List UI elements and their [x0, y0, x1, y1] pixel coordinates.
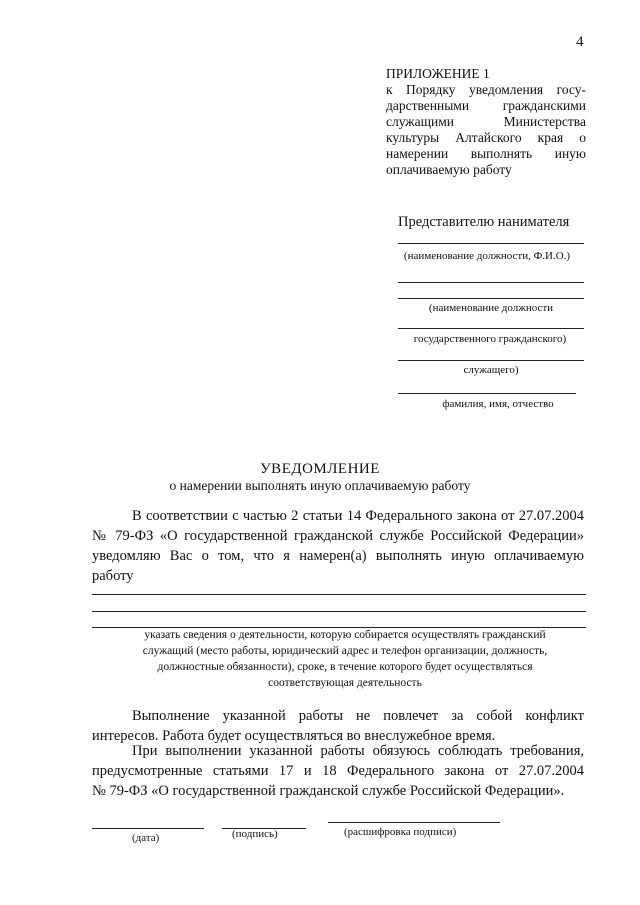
paragraph-line: уведомляю Вас о том, что я намерен(а) выполнять иную оплачиваемую: [92, 548, 584, 564]
appendix-heading: ПРИЛОЖЕНИЕ 1: [386, 66, 490, 81]
hint-line: служащий (место работы, юридический адрес и телефон организации, должность,: [142, 645, 548, 657]
appendix-line: служащими Министерства: [386, 114, 586, 129]
paragraph-line: интересов. Работа будет осуществляться во внеслужебное время.: [92, 728, 496, 744]
appendix-line: намерении выполнять иную: [386, 146, 586, 161]
paragraph-intro: [92, 506, 584, 586]
hint-line: должностные обязанности), сроке, в течение которого будет осуществляться: [157, 661, 533, 673]
page-number: 4: [576, 34, 584, 50]
caption-fullname: фамилия, имя, отчество: [442, 398, 554, 410]
notice-title: УВЕДОМЛЕНИЕ: [260, 461, 380, 477]
notice-subtitle: о намерении выполнять иную оплачиваемую работу: [169, 478, 471, 493]
recipient-title: Представителю нанимателя: [398, 214, 570, 230]
fill-line[interactable]: [398, 298, 584, 299]
fill-line[interactable]: [398, 328, 584, 329]
paragraph-conflict: [92, 706, 584, 746]
appendix-line: культуры Алтайского края о: [386, 130, 586, 145]
paragraph-obligation: [92, 741, 584, 801]
caption-position-fio: (наименование должности, Ф.И.О.): [403, 250, 571, 262]
hint-text: [110, 627, 580, 691]
fill-line[interactable]: [398, 243, 584, 244]
fill-line[interactable]: [398, 393, 576, 394]
appendix-line: к Порядку уведомления госу-: [386, 82, 586, 97]
paragraph-line: № 79-ФЗ «О государственной гражданской службе Российской Федерации».: [92, 783, 565, 799]
date-caption: (дата): [132, 832, 160, 844]
fill-line[interactable]: [92, 594, 586, 595]
sign-caption: (подпись): [232, 828, 278, 840]
date-line[interactable]: [92, 828, 204, 829]
fill-line[interactable]: [398, 360, 584, 361]
fill-line[interactable]: [398, 282, 584, 283]
appendix-line: оплачиваемую работу: [386, 162, 512, 177]
paragraph-line: В соответствии с частью 2 статьи 14 Федерального закона от 27.07.2004: [132, 508, 584, 524]
caption-servant: служащего): [463, 364, 519, 376]
paragraph-line: предусмотренные статьями 17 и 18 Федерального закона от 27.07.2004: [92, 763, 584, 779]
decode-line[interactable]: [328, 822, 500, 823]
hint-line: соответствующая деятельность: [268, 677, 422, 689]
appendix-line: дарственными гражданскими: [386, 98, 586, 113]
paragraph-line: № 79-ФЗ «О государственной гражданской службе Российской Федерации»: [92, 528, 584, 544]
fill-line[interactable]: [92, 611, 586, 612]
appendix-block: [386, 66, 586, 178]
paragraph-line: При выполнении указанной работы обязуюсь соблюдать требования,: [132, 743, 584, 759]
caption-position: (наименование должности: [428, 302, 554, 314]
paragraph-line: Выполнение указанной работы не повлечет за собой конфликт: [132, 708, 584, 724]
hint-line: указать сведения о деятельности, которую собирается осуществлять гражданский: [144, 629, 546, 641]
decode-caption: (расшифровка подписи): [344, 826, 457, 838]
caption-civil: государственного гражданского): [413, 333, 567, 345]
paragraph-line: работу: [92, 568, 134, 584]
